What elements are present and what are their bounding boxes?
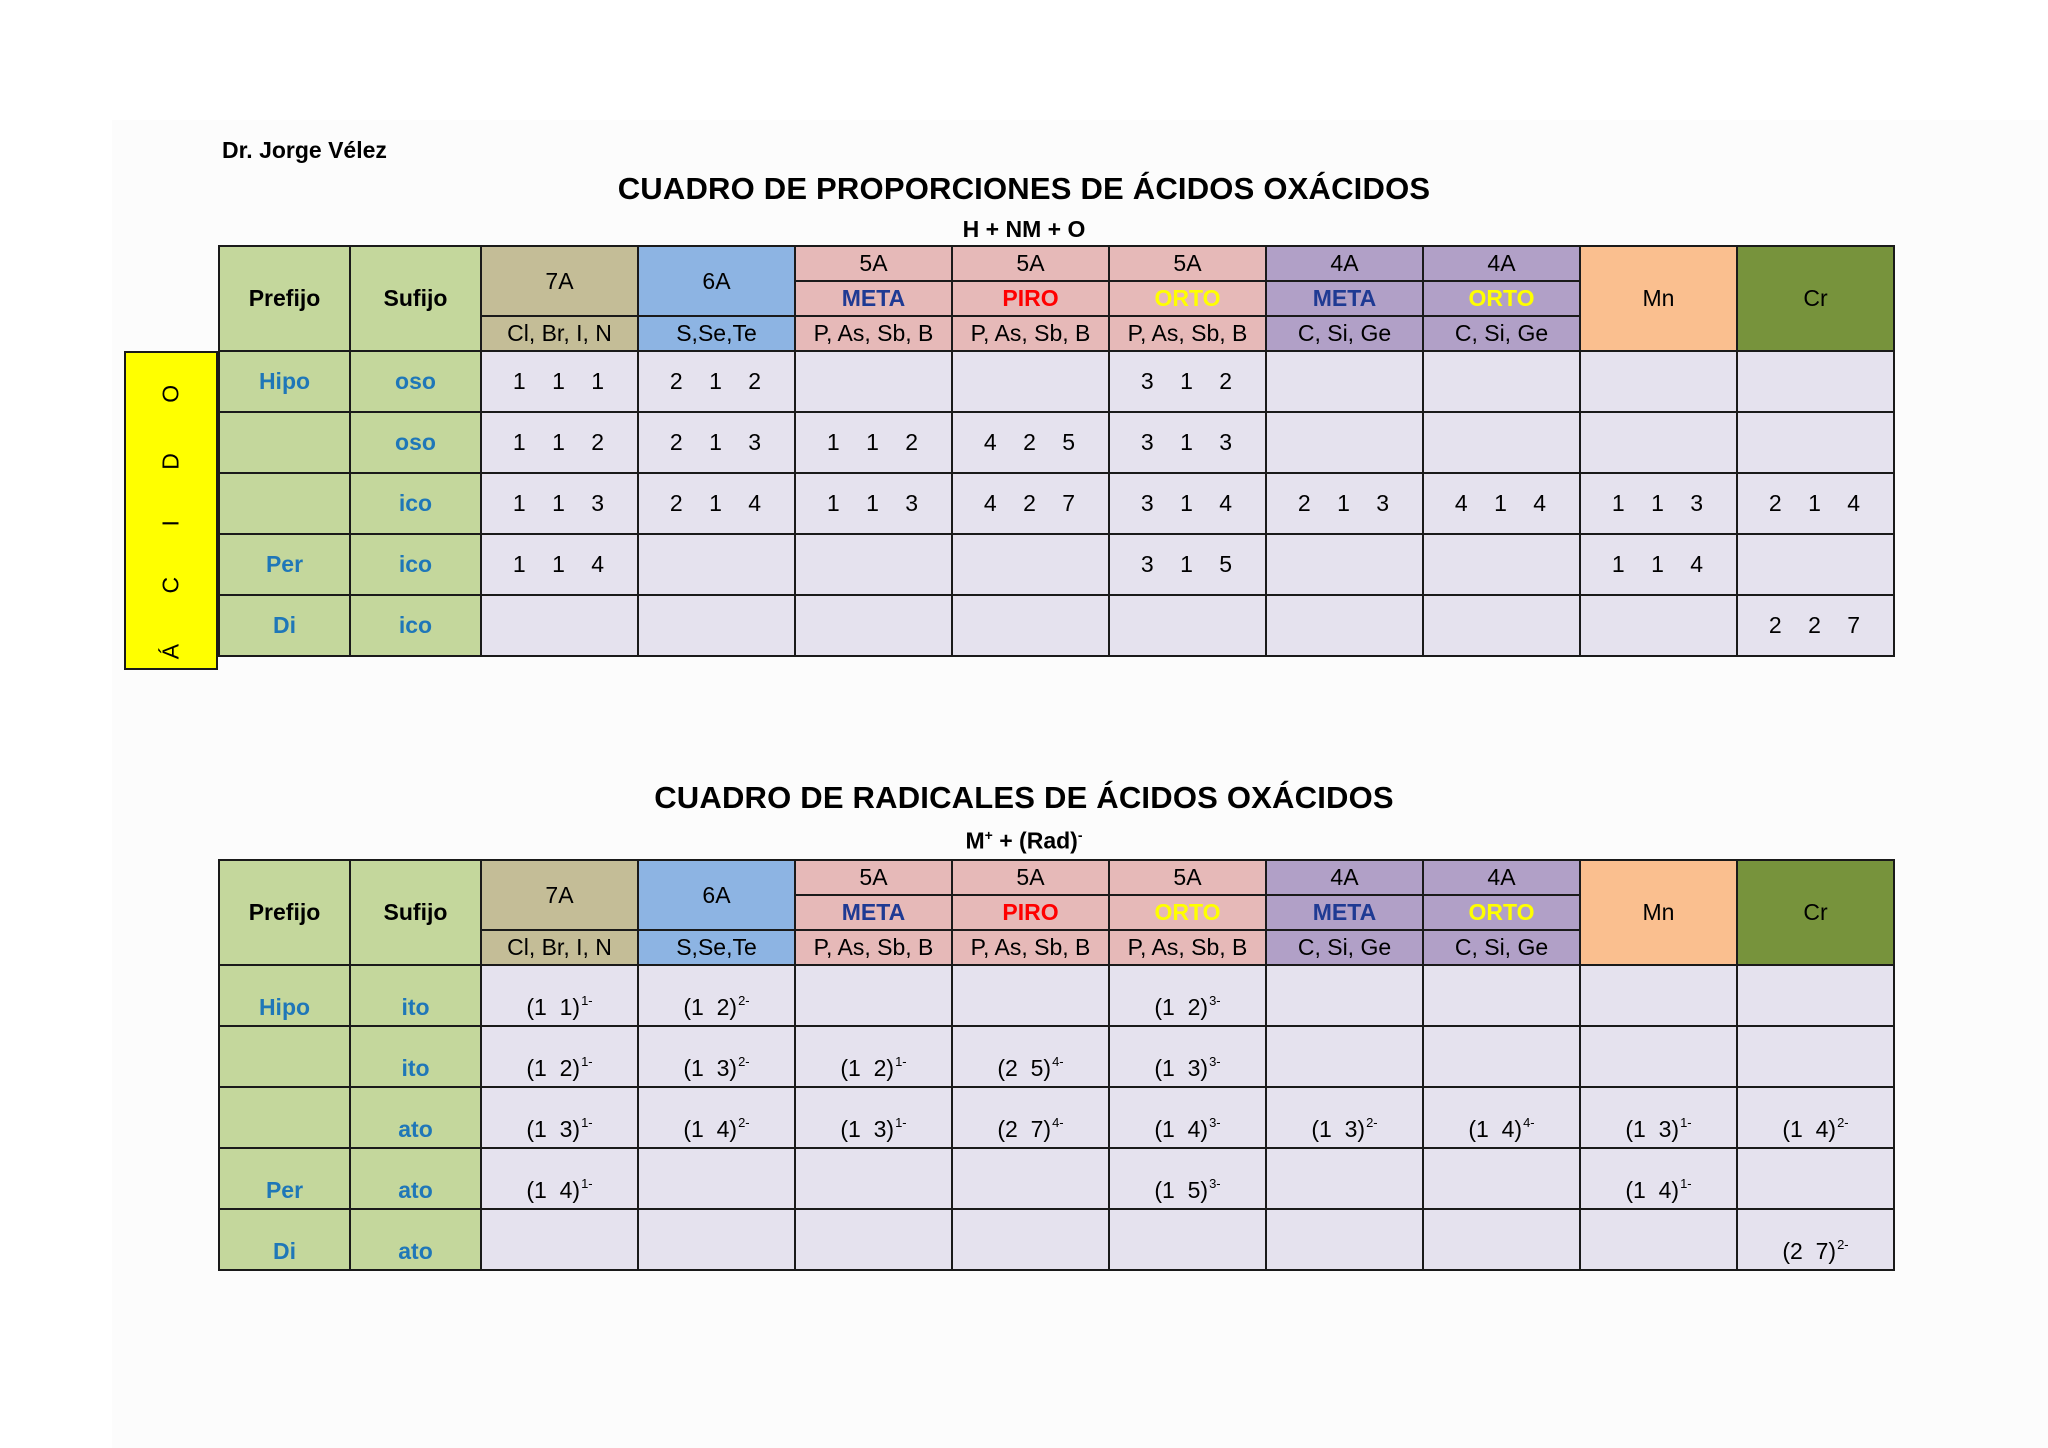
- table-row: [219, 351, 1894, 412]
- radical-cell: [638, 1087, 795, 1148]
- radical-charge: 3-: [1209, 993, 1221, 1008]
- proportion-cell: 2 1 3: [638, 412, 795, 473]
- radical-cell: [481, 1026, 638, 1087]
- type-meta: META: [1312, 899, 1377, 925]
- radical-cell: [1580, 1087, 1737, 1148]
- elements-5a-orto: P, As, Sb, B: [1109, 316, 1266, 351]
- radical-formula: (1 4): [1782, 1116, 1837, 1142]
- formula-minus-sup: -: [1077, 827, 1083, 843]
- radical-formula: (1 2): [526, 1055, 581, 1081]
- type-orto: ORTO: [1154, 899, 1221, 925]
- proportion-cell: 4 1 4: [1423, 473, 1580, 534]
- radical-charge: 2-: [1366, 1115, 1378, 1130]
- radical-cell: [795, 965, 952, 1026]
- radical-formula: (1 3): [1625, 1116, 1680, 1142]
- proportions-table: [218, 245, 1895, 657]
- proportion-cell: 2 2 7: [1737, 595, 1894, 656]
- proportion-cell: 1 1 2: [795, 412, 952, 473]
- row-suffix: ico: [350, 473, 481, 534]
- table1-formula: H + NM + O: [962, 216, 1086, 242]
- elements-4a-orto: C, Si, Ge: [1423, 930, 1580, 965]
- proportion-cell: [1423, 534, 1580, 595]
- elements-6a: S,Se,Te: [638, 316, 795, 351]
- table-row: [219, 412, 1894, 473]
- radical-formula: (1 4): [1625, 1177, 1680, 1203]
- elements-5a-orto: P, As, Sb, B: [1109, 930, 1266, 965]
- header-group-6a: 6A: [638, 860, 795, 930]
- table2-title: CUADRO DE RADICALES DE ÁCIDOS OXÁCIDOS: [654, 780, 1394, 815]
- radical-cell: [638, 1148, 795, 1209]
- proportion-cell: [481, 595, 638, 656]
- radical-formula: (2 5): [997, 1055, 1052, 1081]
- radical-charge: 1-: [895, 1054, 907, 1069]
- proportion-cell: [952, 534, 1109, 595]
- radical-cell: [952, 1087, 1109, 1148]
- radical-cell: [1580, 1148, 1737, 1209]
- header-sufijo: Sufijo: [350, 246, 481, 351]
- radical-charge: 2-: [738, 1115, 750, 1130]
- proportion-cell: [1266, 351, 1423, 412]
- row-suffix: ito: [350, 965, 481, 1026]
- type-piro: PIRO: [1002, 899, 1059, 925]
- row-suffix: ico: [350, 595, 481, 656]
- proportion-cell: 1 1 4: [1580, 534, 1737, 595]
- formula-plus-sup: +: [984, 827, 993, 843]
- header-group-4a-orto: 4A: [1423, 860, 1580, 895]
- proportion-cell: [1266, 534, 1423, 595]
- proportion-cell: [1423, 351, 1580, 412]
- header-group-mn: Mn: [1580, 246, 1737, 351]
- type-meta: META: [1312, 285, 1377, 311]
- radical-cell: [638, 1209, 795, 1270]
- radical-cell: [1737, 1209, 1894, 1270]
- radical-cell: [1109, 1209, 1266, 1270]
- header-group-cr: Cr: [1737, 246, 1894, 351]
- row-prefix: Di: [219, 595, 350, 656]
- radical-charge: 2-: [738, 993, 750, 1008]
- proportion-cell: [1737, 351, 1894, 412]
- header-group-5a-orto: 5A: [1109, 246, 1266, 281]
- proportion-cell: 2 1 4: [1737, 473, 1894, 534]
- row-suffix: oso: [350, 412, 481, 473]
- radical-formula: (1 2): [1154, 994, 1209, 1020]
- header-prefijo: Prefijo: [219, 246, 350, 351]
- radical-cell: [1580, 1209, 1737, 1270]
- proportion-cell: [638, 595, 795, 656]
- type-meta: META: [841, 285, 906, 311]
- proportion-cell: 4 2 5: [952, 412, 1109, 473]
- row-prefix: Di: [219, 1209, 350, 1270]
- formula-rad: + (Rad): [992, 827, 1078, 854]
- header-group-5a-meta: 5A: [795, 860, 952, 895]
- row-prefix: Per: [219, 1148, 350, 1209]
- radical-formula: (1 3): [840, 1116, 895, 1142]
- row-prefix: [219, 1026, 350, 1087]
- proportion-cell: 3 1 3: [1109, 412, 1266, 473]
- radical-cell: [1266, 1209, 1423, 1270]
- type-meta: META: [841, 899, 906, 925]
- table-row: [219, 1209, 1894, 1270]
- header-group-5a-orto: 5A: [1109, 860, 1266, 895]
- header-sufijo: Sufijo: [350, 860, 481, 965]
- elements-5a-meta: P, As, Sb, B: [795, 316, 952, 351]
- formula-m: M: [965, 827, 985, 854]
- proportion-cell: [1737, 534, 1894, 595]
- radical-cell: [795, 1148, 952, 1209]
- radical-formula: (1 3): [1154, 1055, 1209, 1081]
- radical-cell: [1109, 1148, 1266, 1209]
- row-suffix: ico: [350, 534, 481, 595]
- acido-side-label: [124, 351, 218, 670]
- radical-cell: [1266, 965, 1423, 1026]
- elements-5a-meta: P, As, Sb, B: [795, 930, 952, 965]
- proportion-cell: [1109, 595, 1266, 656]
- radical-cell: [481, 1209, 638, 1270]
- radical-charge: 1-: [581, 993, 593, 1008]
- proportion-cell: 3 1 5: [1109, 534, 1266, 595]
- row-prefix: [219, 1087, 350, 1148]
- radical-cell: [795, 1209, 952, 1270]
- table-row: [219, 595, 1894, 656]
- radical-cell: [1423, 1087, 1580, 1148]
- radical-charge: 1-: [581, 1176, 593, 1191]
- elements-4a-meta: C, Si, Ge: [1266, 930, 1423, 965]
- header-prefijo: Prefijo: [219, 860, 350, 965]
- row-prefix: Hipo: [219, 351, 350, 412]
- radical-formula: (1 5): [1154, 1177, 1209, 1203]
- radicals-table: [218, 859, 1895, 1271]
- radical-cell: [481, 1087, 638, 1148]
- radical-cell: [638, 1026, 795, 1087]
- radical-cell: [795, 1087, 952, 1148]
- radical-cell: [1423, 1148, 1580, 1209]
- table2-formula: [0, 827, 2048, 855]
- row-prefix: [219, 412, 350, 473]
- radical-formula: (1 4): [683, 1116, 738, 1142]
- radical-cell: [1109, 965, 1266, 1026]
- table1-title: CUADRO DE PROPORCIONES DE ÁCIDOS OXÁCIDOS: [617, 171, 1431, 206]
- elements-5a-piro: P, As, Sb, B: [952, 930, 1109, 965]
- radical-charge: 3-: [1209, 1115, 1221, 1130]
- row-suffix: ito: [350, 1026, 481, 1087]
- proportion-cell: [1423, 595, 1580, 656]
- radical-formula: (2 7): [1782, 1238, 1837, 1264]
- header-group-4a-orto: 4A: [1423, 246, 1580, 281]
- proportion-cell: 2 1 4: [638, 473, 795, 534]
- proportion-cell: 2 1 2: [638, 351, 795, 412]
- radical-cell: [1423, 1209, 1580, 1270]
- proportion-cell: 1 1 1: [481, 351, 638, 412]
- proportion-cell: 1 1 4: [481, 534, 638, 595]
- header-group-4a-meta: 4A: [1266, 860, 1423, 895]
- elements-7a: Cl, Br, I, N: [481, 930, 638, 965]
- proportion-cell: [1737, 412, 1894, 473]
- proportion-cell: 4 2 7: [952, 473, 1109, 534]
- proportion-cell: [1580, 412, 1737, 473]
- header-group-6a: 6A: [638, 246, 795, 316]
- type-piro: PIRO: [1002, 285, 1059, 311]
- table-row: [219, 1026, 1894, 1087]
- radical-cell: [1109, 1026, 1266, 1087]
- radical-cell: [1737, 1026, 1894, 1087]
- radical-formula: (1 3): [1311, 1116, 1366, 1142]
- table-row: [219, 1148, 1894, 1209]
- type-orto: ORTO: [1154, 285, 1221, 311]
- radical-cell: [1266, 1148, 1423, 1209]
- proportion-cell: [795, 351, 952, 412]
- radical-formula: (1 4): [1468, 1116, 1523, 1142]
- radical-charge: 2-: [738, 1054, 750, 1069]
- radical-charge: 2-: [1837, 1237, 1849, 1252]
- radical-cell: [1423, 1026, 1580, 1087]
- proportion-cell: [638, 534, 795, 595]
- elements-4a-orto: C, Si, Ge: [1423, 316, 1580, 351]
- radical-formula: (1 3): [683, 1055, 738, 1081]
- acido-side-text: Á C I D O: [157, 362, 184, 659]
- proportion-cell: [795, 534, 952, 595]
- radical-charge: 1-: [581, 1054, 593, 1069]
- header-group-7a: 7A: [481, 860, 638, 930]
- header-group-mn: Mn: [1580, 860, 1737, 965]
- proportion-cell: 3 1 2: [1109, 351, 1266, 412]
- proportion-cell: [1580, 595, 1737, 656]
- radical-cell: [1737, 1087, 1894, 1148]
- radical-charge: 4-: [1052, 1115, 1064, 1130]
- proportion-cell: 2 1 3: [1266, 473, 1423, 534]
- header-group-5a-piro: 5A: [952, 860, 1109, 895]
- proportion-cell: [1423, 412, 1580, 473]
- radical-cell: [952, 1209, 1109, 1270]
- type-orto: ORTO: [1468, 285, 1535, 311]
- elements-5a-piro: P, As, Sb, B: [952, 316, 1109, 351]
- proportion-cell: [795, 595, 952, 656]
- header-group-5a-piro: 5A: [952, 246, 1109, 281]
- header-group-7a: 7A: [481, 246, 638, 316]
- radical-cell: [1266, 1087, 1423, 1148]
- radical-cell: [1423, 965, 1580, 1026]
- elements-7a: Cl, Br, I, N: [481, 316, 638, 351]
- radical-formula: (1 2): [683, 994, 738, 1020]
- radical-cell: [481, 965, 638, 1026]
- radical-charge: 1-: [895, 1115, 907, 1130]
- proportion-cell: 1 1 2: [481, 412, 638, 473]
- radical-charge: 3-: [1209, 1054, 1221, 1069]
- radical-formula: (1 1): [526, 994, 581, 1020]
- radical-cell: [1266, 1026, 1423, 1087]
- row-suffix: ato: [350, 1209, 481, 1270]
- header-group-5a-meta: 5A: [795, 246, 952, 281]
- row-suffix: ato: [350, 1087, 481, 1148]
- table-row: [219, 473, 1894, 534]
- radical-formula: (1 4): [1154, 1116, 1209, 1142]
- radical-cell: [952, 1148, 1109, 1209]
- radical-cell: [1580, 1026, 1737, 1087]
- row-prefix: [219, 473, 350, 534]
- proportion-cell: 1 1 3: [795, 473, 952, 534]
- proportion-cell: 1 1 3: [1580, 473, 1737, 534]
- radical-cell: [1737, 965, 1894, 1026]
- radical-charge: 1-: [581, 1115, 593, 1130]
- header-group-4a-meta: 4A: [1266, 246, 1423, 281]
- elements-6a: S,Se,Te: [638, 930, 795, 965]
- proportion-cell: [1266, 595, 1423, 656]
- radical-cell: [638, 965, 795, 1026]
- table-row: [219, 1087, 1894, 1148]
- table-row: [219, 965, 1894, 1026]
- row-suffix: ato: [350, 1148, 481, 1209]
- radical-charge: 3-: [1209, 1176, 1221, 1191]
- radical-cell: [952, 1026, 1109, 1087]
- radical-cell: [1580, 965, 1737, 1026]
- table-row: [219, 534, 1894, 595]
- radical-formula: (1 4): [526, 1177, 581, 1203]
- header-group-cr: Cr: [1737, 860, 1894, 965]
- radical-cell: [481, 1148, 638, 1209]
- author-name: Dr. Jorge Vélez: [222, 137, 387, 163]
- proportion-cell: [952, 595, 1109, 656]
- radical-charge: 4-: [1052, 1054, 1064, 1069]
- radical-formula: (1 3): [526, 1116, 581, 1142]
- radical-charge: 1-: [1680, 1115, 1692, 1130]
- proportion-cell: 1 1 3: [481, 473, 638, 534]
- elements-4a-meta: C, Si, Ge: [1266, 316, 1423, 351]
- radical-cell: [795, 1026, 952, 1087]
- radical-formula: (2 7): [997, 1116, 1052, 1142]
- proportion-cell: [1266, 412, 1423, 473]
- radical-cell: [952, 965, 1109, 1026]
- radical-charge: 4-: [1523, 1115, 1535, 1130]
- row-prefix: Hipo: [219, 965, 350, 1026]
- radical-formula: (1 2): [840, 1055, 895, 1081]
- radical-charge: 2-: [1837, 1115, 1849, 1130]
- proportion-cell: [952, 351, 1109, 412]
- proportion-cell: 3 1 4: [1109, 473, 1266, 534]
- type-orto: ORTO: [1468, 899, 1535, 925]
- row-prefix: Per: [219, 534, 350, 595]
- proportion-cell: [1580, 351, 1737, 412]
- radical-cell: [1737, 1148, 1894, 1209]
- radical-cell: [1109, 1087, 1266, 1148]
- radical-charge: 1-: [1680, 1176, 1692, 1191]
- row-suffix: oso: [350, 351, 481, 412]
